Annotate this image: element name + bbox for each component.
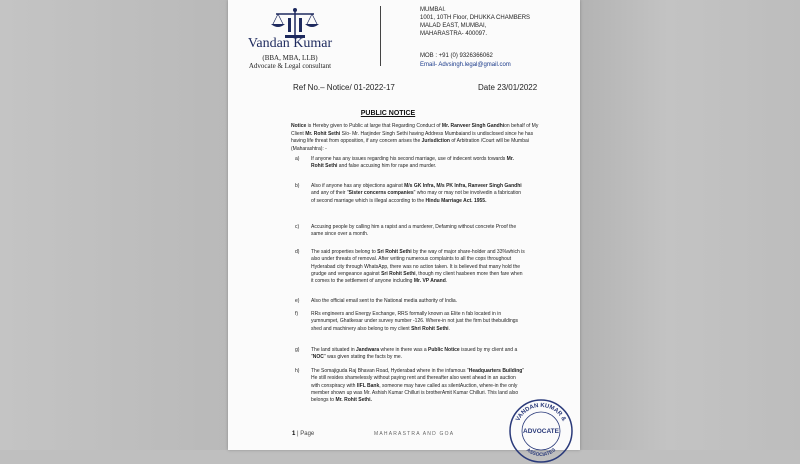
scan-background-left [0,0,228,450]
item-label: d) [295,249,300,255]
list-item [291,347,551,362]
list-item [291,311,551,333]
list-item [291,298,551,305]
letterhead-brand [230,36,350,70]
stamp-text-top: VANDAN KUMAR & [515,402,567,423]
address-line: 1001, 10TH Floor, DHUKKA CHAMBERS [420,15,531,21]
item-text: Accusing people by calling him a rapist and a murderer, Defaming without concrete Proof the same since over a month. [311,224,517,238]
stamp-text-bottom: ASSOCIATES [524,447,558,459]
list-item [291,183,551,205]
scan-background-right [580,0,800,450]
reference-number: Ref No.– Notice/ 01-2022-17 [293,83,395,92]
item-text: Also if anyone has any objections against M/s GK Infra, M/s PK Infra, Ranveer Singh Gandhi and any of their "Sister concerns companies" who may or may not be involvedin a fabrication of second marriage which is illegal according to the Hindu Marriage Act. 1955. [311,183,522,204]
notice-date: Date 23/01/2022 [478,83,538,92]
scales-of-justice-logo-icon [268,6,322,40]
item-label: e) [295,298,300,304]
item-text: Also the official email sent to the National media authority of India. [311,298,458,304]
email-address: Email- Advsingh.legal@gmail.com [420,62,511,68]
address-line: MALAD EAST, MUMBAI, [420,23,487,29]
footer-region: MAHARASTRA AND GOA [374,431,455,437]
svg-text:ASSOCIATES [525,447,558,458]
page-number-value: 1 [292,431,296,437]
item-label: f) [295,311,299,317]
item-label: c) [295,224,300,230]
firm-name: Vandan Kumar [247,36,333,51]
list-item [291,224,551,239]
address-line: MAHARASTRA- 400097. [420,31,488,37]
item-text: The Somajiguda Raj Bhavan Road, Hyderabad where in the infamous "Headquarters Building" He still resides shamelessly without paying rent and thereafter also went ahead in an auction with conspiracy with IIFL Bank, someone may have called as silentAuction, where-in the only member shown up was Mr. Ashish Kumar Chilluri is brotherAmit Kumar Chilluri. This land also belongs to Mr. Rohit Sethi. [311,368,525,404]
letterhead-divider [380,6,381,66]
notice-title: PUBLIC NOTICE [360,110,416,117]
item-label: g) [295,347,300,353]
item-text: The said properties belong to Sri Rohit Sethi by the way of major share-holder and 33%which is also under threats of removal. After writing numerous complaints to all the cops throughout Hyderabad city through WhatsApp, there was no action taken. It is believed that many hold the grudge and vengeance against Sri Rohit Sethi, though my client hasbeen more then fare when it comes to the settlement of anyone including Mr. VP Anand. [311,249,525,285]
stamp-text-center: ADVOCATE [523,428,559,435]
page-label: | Page [297,431,315,437]
list-item [291,249,551,285]
item-text: The land situated in Jandwara where in there was a Public Notice issued by my client and a "NOC" was given stating the facts by me. [311,347,518,361]
notice-intro: Notice is Hereby given to Public at large that Regarding Conduct of Mr. Ranveer Singh Gandhion behalf of My Client Mr. Rohit Sethi S/o- Mr. Harjinder Singh Sethi having Address Mumbaiand is undisclosed since he has having life threat from opposition, if any concern arises the Jurisdiction of Arbitration /Court will be Mumbai (Maharashtra): - [291,123,539,152]
item-text: RRs engineers and Energy Exchange, RRS formally known as Elite n fab located in in yumnumpet, Ghatkesar under survey number -126. Where-in not just the firm but thebuildings shed and machinery also belong to my client Shri Rohit Sethi. [311,311,519,332]
advocate-stamp-icon [508,398,574,464]
letterhead-address [420,6,530,38]
item-label: a) [295,156,300,162]
page-number [292,431,314,437]
item-label: h) [295,368,300,374]
item-text: If anyone has any issues regarding his second marriage, use of indecent words towards Mr. Rohit Sethi and false accusing him for rape and murder. [311,156,514,170]
firm-role: Advocate & Legal consultant [248,62,332,70]
address-line: MUMBAI. [420,7,446,13]
list-item [291,156,551,171]
item-label: b) [295,183,300,189]
letterhead-contact [420,52,511,70]
mobile-number: MOB : +91 (0) 9326366062 [420,53,493,59]
firm-qualifications: (BBA, MBA, LLB) [262,54,318,62]
